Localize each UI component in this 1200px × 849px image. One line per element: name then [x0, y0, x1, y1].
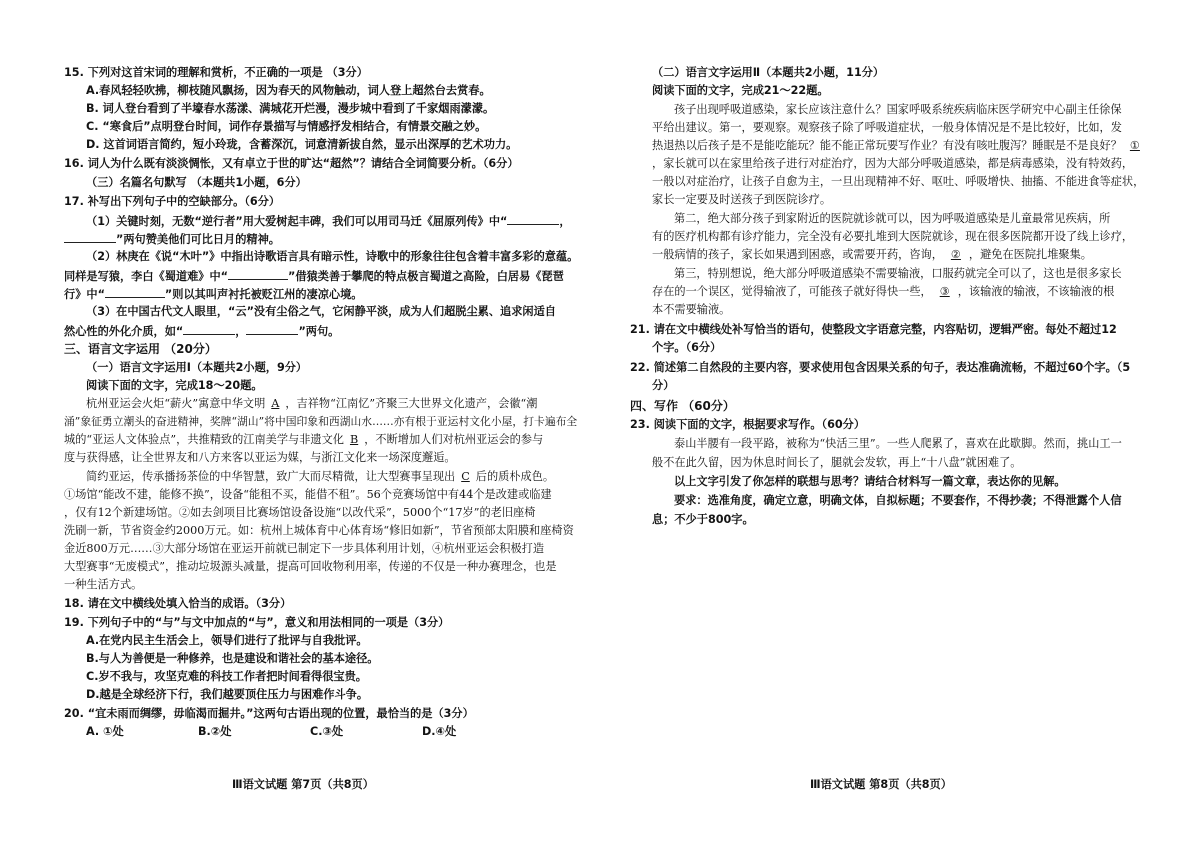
- section-3-heading: （三）名篇名句默写 （本题共1小题，6分）: [86, 176, 307, 189]
- passage3-line3: 热退热以后孩子是不是能吃能玩？能不能正常玩要写作业？有没有咳吐腹泻？睡眠是不是良好？ ①: [652, 139, 1148, 153]
- q23-material-line1: 泰山半腰有一段平路，被称为“快活三里”。一些人爬累了，喜欢在此歇脚。然而，挑山工一: [674, 437, 1122, 450]
- passage1-line2: 涌”象征勇立潮头的奋进精神，奖牌“湖山”将中国印象和西湖山水……亦有根于亚运村文化小屋，打卡遍布全: [64, 415, 578, 428]
- passage3-line8: 有的医疗机构都有诊疗能力，完全没有必要扎堆到大医院就诊，现在很多医院都开设了线上诊疗，: [652, 230, 1134, 243]
- q15-option-c: C. “寒食后”点明登台时间，词作存景描写与情感抒发相结合，有情景交融之妙。: [86, 120, 487, 133]
- q19-option-c: C.岁不我与，攻坚克难的科技工作者把时间看得很宝贵。: [86, 670, 367, 683]
- answer-blank[interactable]: [64, 231, 116, 243]
- passage3-line2: 平给出建议。第一，要观察。观察孩子除了呼吸道症状，一般身体情况是不是比较好，比如，发: [652, 121, 1122, 134]
- page-footer-7: Ⅲ语文试题 第7页（共8页）: [232, 778, 374, 791]
- passage3-line5: 一般以对症治疗，让孩子自愈为主，一旦出现精神不好、呕吐、呼吸增快、抽搐、不能进食等症状，: [652, 175, 1145, 188]
- q18-stem: 18. 请在文中横线处填入恰当的成语。（3分）: [64, 597, 292, 610]
- q20-option-b: B.②处: [198, 725, 232, 738]
- q15-option-a: A.春风轻轻吹拂，柳枝随风飘扬，因为春天的风物触动，词人登上超然台去赏春。: [86, 84, 491, 97]
- reading-instruction: 阅读下面的文字，完成18～20题。: [86, 379, 263, 392]
- q23-requirement-3: 息；不少于800字。: [652, 513, 754, 526]
- passage2-line5: 金近800万元……③大部分场馆在亚运开前就已制定下一步具体利用计划，④杭州亚运会积极打造: [64, 542, 545, 555]
- q17-stem: 17. 补写出下列句子中的空缺部分。（6分）: [64, 195, 281, 208]
- blank-3: ③: [939, 285, 950, 298]
- answer-blank[interactable]: [246, 323, 298, 335]
- passage3-line11: 存在的一个误区，觉得输液了，可能孩子就好得快一些， ③ ，该输液的输液，不该输液的根: [652, 285, 1115, 298]
- passage3-line4: ，家长就可以在家里给孩子进行对症治疗，因为大部分呼吸道感染，都是病毒感染，没有特效药，: [652, 157, 1134, 170]
- part-3-heading: 三、语言文字运用 （20分）: [64, 342, 217, 356]
- q19-option-a: A.在党内民主生活会上，领导们进行了批评与自我批评。: [86, 634, 368, 647]
- q15-option-b: B. 词人登台看到了半壕春水荡漾、满城花开烂漫，漫步城中看到了千家烟雨濛濛。: [86, 102, 495, 115]
- passage2-line4: 洗刷一新，节省资金约2000万元。如：杭州上城体育中心体育场“修旧如新”，节省预部太阳膜和座椅资: [64, 524, 574, 537]
- passage1-line1: 杭州亚运会火炬“薪火”寓意中华文明 A ，吉祥物“江南忆”齐聚三大世界文化遗产，会徽“潮: [86, 397, 538, 410]
- passage3-line6: 家长一定要及时送孩子到医院诊疗。: [652, 193, 832, 206]
- q21-line2: 个字。（6分）: [652, 341, 722, 354]
- passage3-line1: 孩子出现呼吸道感染，家长应该注意什么？国家呼吸系统疾病临床医学研究中心副主任徐保: [674, 103, 1122, 116]
- q23-material-line2: 般不在此久留，因为休息时间长了，腿就会发软，再上“十八盘”就困难了。: [652, 456, 1022, 469]
- q19-stem: 19. 下列句子中的“与”与文中加点的“与”，意义和用法相同的一项是（3分）: [64, 616, 450, 629]
- q15-option-d: D. 这首词语言简约，短小玲珑，含蓄深沉，词意清新拔自然，显示出深厚的艺术功力。: [86, 138, 518, 151]
- q15-stem: 15. 下列对这首宋词的理解和赏析，不正确的一项是 （3分）: [64, 66, 368, 79]
- blank-2: ②: [950, 248, 961, 261]
- q23-requirement-1: 以上文字引发了你怎样的联想与思考？请结合材料写一篇文章，表达你的见解。: [674, 475, 1066, 488]
- q17-part2-line1: （2）林庚在《说“木叶”》中指出诗歌语言具有暗示性，诗歌中的形象往往包含着丰富多彩的意蕴。: [86, 250, 579, 263]
- blank-1: ①: [1129, 139, 1140, 152]
- subsection-1-heading: （一）语言文字运用Ⅰ（本题共2小题，9分）: [86, 361, 308, 374]
- passage2-line3: ，仅有12个新建场馆。②如去剑项目比赛场馆设备设施“以改代采”，5000个“17岁”的老旧座椅: [64, 506, 536, 519]
- q20-stem: 20. “宜未雨而绸缪，毋临渴而掘井。”这两句古语出现的位置，最恰当的是（3分）: [64, 707, 474, 720]
- page-footer-8: Ⅲ语文试题 第8页（共8页）: [810, 778, 952, 791]
- q16-stem: 16. 词人为什么既有淡淡惆怅，又有卓立于世的旷达“超然”？请结合全词简要分析。（6分）: [64, 157, 519, 170]
- q20-option-d: D.④处: [422, 725, 457, 738]
- subsection-2-heading: （二）语言文字运用Ⅱ（本题共2小题，11分）: [652, 66, 885, 79]
- q17-part3-line2: 然心性的外化介质，如“ ， ”两句。: [64, 325, 340, 338]
- q23-requirement-2: 要求：选准角度，确定立意，明确文体，自拟标题；不要套作，不得抄袭；不得泄露个人信: [674, 494, 1122, 507]
- blank-b: B: [349, 433, 359, 446]
- reading-instruction-2: 阅读下面的文字，完成21～22题。: [652, 84, 829, 97]
- blank-a: A: [271, 397, 280, 410]
- q20-options: [86, 725, 534, 739]
- q21-line1: 21. 请在文中横线处补写恰当的语句，使整段文字语意完整，内容贴切，逻辑严密。每处不超过12: [630, 323, 1117, 336]
- exam-page-8: [600, 0, 1200, 849]
- passage2-line6: 大型赛事“无废模式”，推动垃圾源头减量，提高可回收物利用率，传递的不仅是一种办赛理念，也是: [64, 560, 557, 573]
- passage3-line10: 第三，特别想说，绝大部分呼吸道感染不需要输液，口服药就完全可以了，这也是很多家长: [674, 267, 1122, 280]
- passage2-line2: ①场馆“能改不建，能修不换”，设备“能租不买，能借不租”。56个竞赛场馆中有44个是改建或临建: [64, 488, 552, 501]
- q22-line2: 分）: [652, 379, 675, 392]
- passage1-line3: 城的“亚运人文体验点”，共推精致的江南美学与非遗文化 B ，不断增加人们对杭州亚运会的参与: [64, 433, 544, 446]
- passage3-line12: 本不需要输液。: [652, 303, 731, 316]
- q17-part1-line1: （1）关键时刻，无数“逆行者”用大爱树起丰碑，我们可以用司马迁《屈原列传》中“ ，: [86, 215, 571, 228]
- answer-blank[interactable]: [228, 268, 288, 280]
- q17-part2-line2: 同样是写猿，李白《蜀道难》中“ ”借猿类善于攀爬的特点极言蜀道之高险，白居易《琵琶: [64, 270, 564, 283]
- passage3-line9: 一般病情的孩子，家长如果遇到困惑，或需要开药，咨询， ② ，避免在医院扎堆聚集。: [652, 248, 1092, 261]
- q19-option-b: B.与人为善便是一种修养，也是建设和谐社会的基本途径。: [86, 652, 379, 665]
- blank-c: C: [461, 470, 470, 483]
- passage2-line7: 一种生活方式。: [64, 578, 143, 591]
- q17-part1-line2: ”两句赞美他们可比日月的精神。: [64, 231, 280, 247]
- passage1-line4: 度与获得感，让全世界友和八方来客以亚运为媒，与浙江文化来一场深度邂逅。: [64, 451, 456, 464]
- passage2-line1: 简约亚运，传承播扬茶俭的中华智慧，致广大而尽精微，让大型赛事呈现出 C 后的质朴成色。: [86, 470, 555, 483]
- q20-option-c: C.③处: [310, 725, 344, 738]
- q19-option-d: D.越是全球经济下行，我们越要顶住压力与困难作斗争。: [86, 688, 369, 701]
- answer-blank[interactable]: [183, 323, 235, 335]
- q23-stem: 23. 阅读下面的文字，根据要求写作。（60分）: [630, 418, 866, 431]
- q17-part2-line3: 行》中“ ”则以其叫声衬托被贬江州的凄凉心境。: [64, 288, 363, 301]
- passage3-line7: 第二，绝大部分孩子到家附近的医院就诊就可以，因为呼吸道感染是儿童最常见疾病，所: [674, 212, 1111, 225]
- answer-blank[interactable]: [507, 213, 559, 225]
- part-4-heading: 四、写作 （60分）: [630, 399, 735, 413]
- q22-line1: 22. 简述第二自然段的主要内容，要求使用包含因果关系的句子，表达准确流畅，不超过60个字。（5: [630, 361, 1131, 374]
- q20-option-a: A. ①处: [86, 725, 124, 738]
- answer-blank[interactable]: [105, 286, 165, 298]
- q17-part3-line1: （3）在中国古代文人眼里，“云”没有尘俗之气，它闲静平淡，成为人们超脱尘累、追求闲适自: [86, 305, 556, 318]
